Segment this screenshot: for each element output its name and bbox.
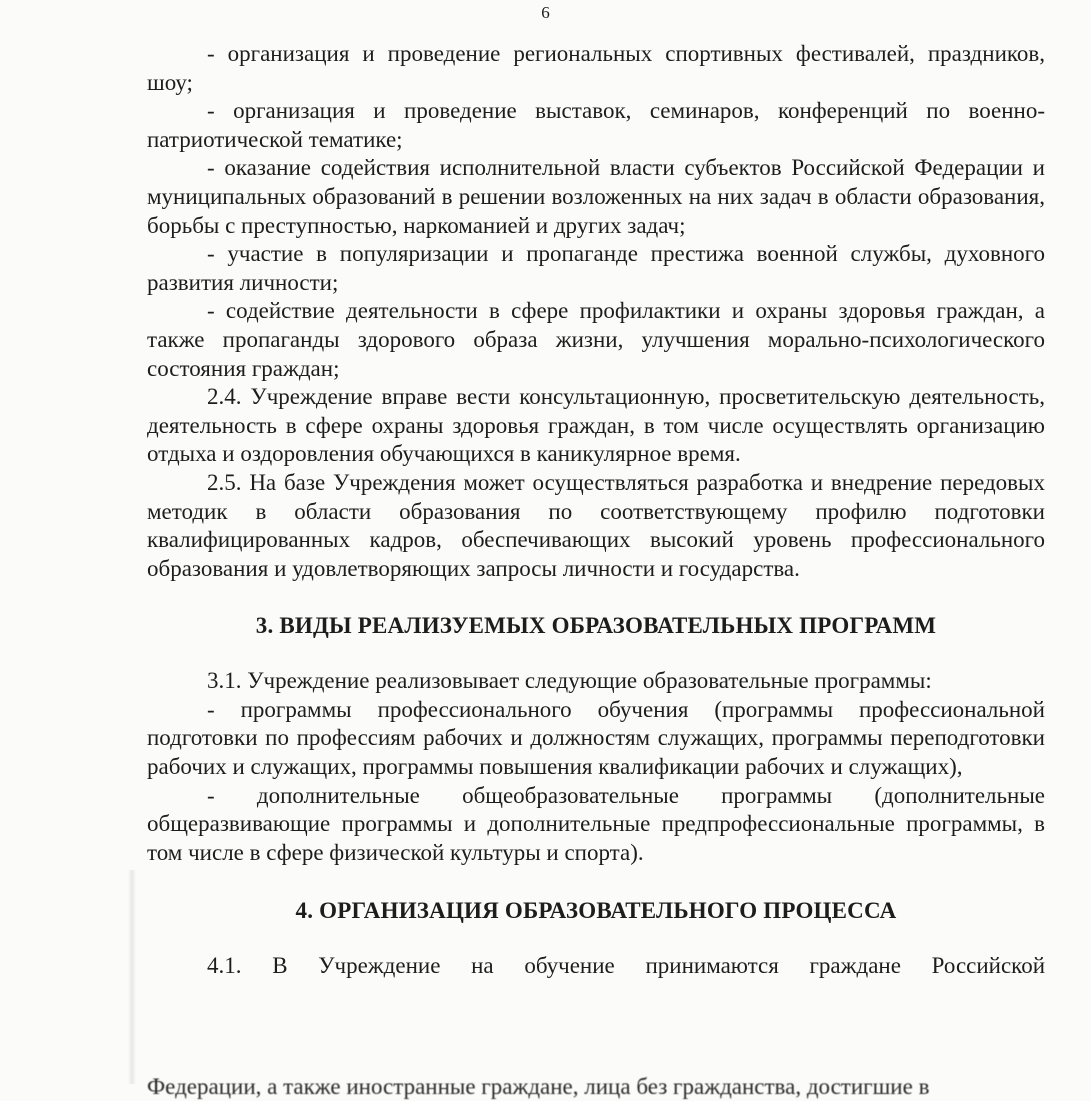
page-number: 6 xyxy=(541,3,550,22)
paragraph-list-item-3: - оказание содействия исполнительной власти субъектов Российской Федерации и муниципальных образований в решении возложенных на них задач в области образования, борьбы с преступностью, наркоманией и других задач; xyxy=(147,155,1045,238)
section-4-heading: 4. ОРГАНИЗАЦИЯ ОБРАЗОВАТЕЛЬНОГО ПРОЦЕССА xyxy=(295,898,897,924)
paragraph-4-1: 4.1. В Учреждение на обучение принимаются граждане Российской xyxy=(207,953,1045,979)
scan-shadow xyxy=(128,870,136,1084)
paragraph-2-5: 2.5. На базе Учреждения может осуществляться разработка и внедрение передовых методик в области образования по соответствующему профилю подготовки квалифицированных кадров, обеспечивающих высокий уровень профессионального образования и удовлетворяющих запросы личности и государства. xyxy=(147,469,1045,581)
paragraph-list-item-2: - организация и проведение выставок, семинаров, конференций по военно-патриотической тематике; xyxy=(147,98,1045,152)
document-body xyxy=(147,40,1045,981)
paragraph-list-item-4: - участие в популяризации и пропаганде престижа военной службы, духовного развития личности; xyxy=(147,241,1045,295)
paragraph-list-item-1: - организация и проведение региональных спортивных фестивалей, праздников, шоу; xyxy=(147,41,1045,95)
paragraph-3-1: 3.1. Учреждение реализовывает следующие образовательные программы: xyxy=(207,668,932,694)
paragraph-2-4: 2.4. Учреждение вправе вести консультационную, просветительскую деятельность, деятельность в сфере охраны здоровья граждан, в том числе осуществлять организацию отдыха и оздоровления обучающихся в каникулярное время. xyxy=(147,384,1045,467)
paragraph-3-1-item-2: - дополнительные общеобразовательные программы (дополнительные общеразвивающие программы и дополнительные предпрофессиональные программы, в том числе в сфере физической культуры и спорта). xyxy=(147,782,1045,865)
paragraph-3-1-item-1: - программы профессионального обучения (программы профессиональной подготовки по профессиям рабочих и должностям служащих, программы переподготовки рабочих и служащих, программы повышения квалификации рабочих и служащих), xyxy=(147,696,1045,780)
section-3-heading: 3. ВИДЫ РЕАЛИЗУЕМЫХ ОБРАЗОВАТЕЛЬНЫХ ПРОГРАММ xyxy=(255,613,937,639)
paragraph-list-item-5: - содействие деятельности в сфере профилактики и охраны здоровья граждан, а также пропаганды здорового образа жизни, улучшения морально-психологического состояния граждан; xyxy=(147,298,1045,381)
cut-off-line: Федерации, а также иностранные граждане, лица без гражданства, достигшие в xyxy=(147,1074,930,1099)
